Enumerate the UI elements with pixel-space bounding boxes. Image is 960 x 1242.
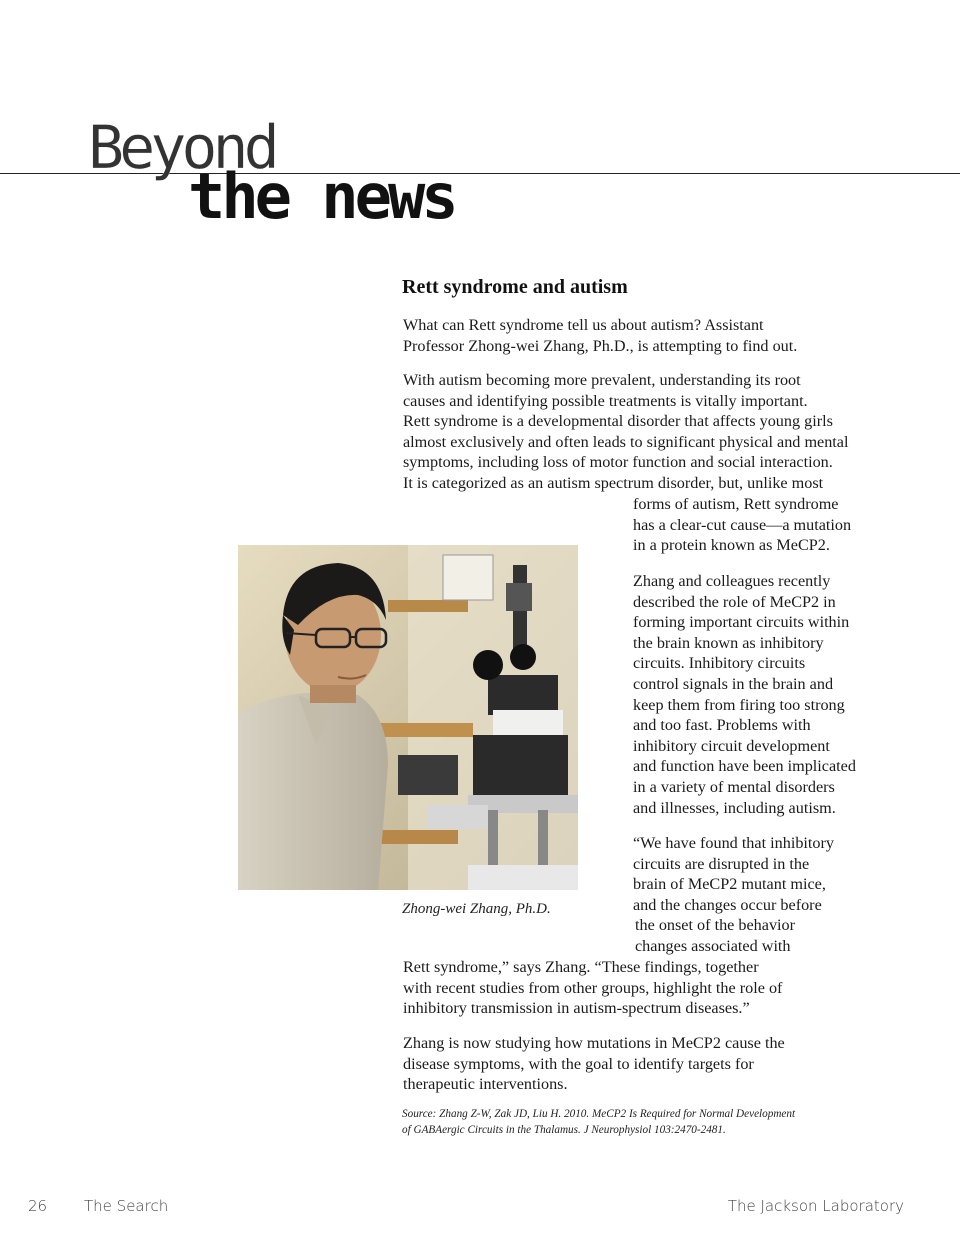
article-heading: Rett syndrome and autism	[402, 276, 628, 298]
paragraph-quote: “We have found that inhibitory circuits are disrupted in the brain of MeCP2 mutant mice, and the changes occur before the onset of the behavior changes associated with	[633, 834, 834, 955]
source-citation: Source: Zhang Z-W, Zak JD, Liu H. 2010. MeCP2 Is Required for Normal Development of GABAergic Circuits in the Thalamus. J Neurophysiol 103:2470-2481.	[402, 1108, 796, 1136]
photo-caption: Zhong-wei Zhang, Ph.D.	[402, 901, 551, 917]
paragraph-research: Zhang and colleagues recently described the role of MeCP2 in forming important circuits within the brain known as inhibitory circuits. Inhibitory circuits control signals in the brain and keep them from firing too strong and too fast. Problems with inhibitory circuit development and function have been implicated in a variety of mental disorders and illnesses, including autism.	[633, 572, 856, 817]
header-title-beyond: Beyond	[88, 113, 275, 183]
header-title-news: the news	[188, 160, 455, 233]
paragraph-current-work: Zhang is now studying how mutations in MeCP2 cause the disease symptoms, with the goal to identify targets for therapeutic interventions.	[403, 1034, 785, 1094]
footer-page-number: 26	[28, 1197, 48, 1215]
paragraph-intro: What can Rett syndrome tell us about autism? Assistant Professor Zhong-wei Zhang, Ph.D., is attempting to find out.	[403, 316, 798, 355]
portrait-photo	[238, 545, 578, 890]
footer-publication: The Search	[84, 1197, 169, 1215]
paragraph-background-cont: forms of autism, Rett syndrome has a clear-cut cause—a mutation in a protein known as MeCP2.	[633, 495, 852, 555]
paragraph-quote-cont: Rett syndrome,” says Zhang. “These findings, together with recent studies from other groups, highlight the role of inhibitory transmission in autism-spectrum diseases.”	[403, 958, 783, 1018]
lab-photo-illustration	[238, 545, 578, 890]
footer-organization: The Jackson Laboratory	[727, 1197, 904, 1215]
paragraph-background: With autism becoming more prevalent, understanding its root causes and identifying possible treatments is vitally important. Rett syndrome is a developmental disorder that affects young girls almost exclusively and often leads to significant physical and mental symptoms, including loss of motor function and social interaction. It is categorized as an autism spectrum disorder, but, unlike most	[403, 371, 849, 492]
